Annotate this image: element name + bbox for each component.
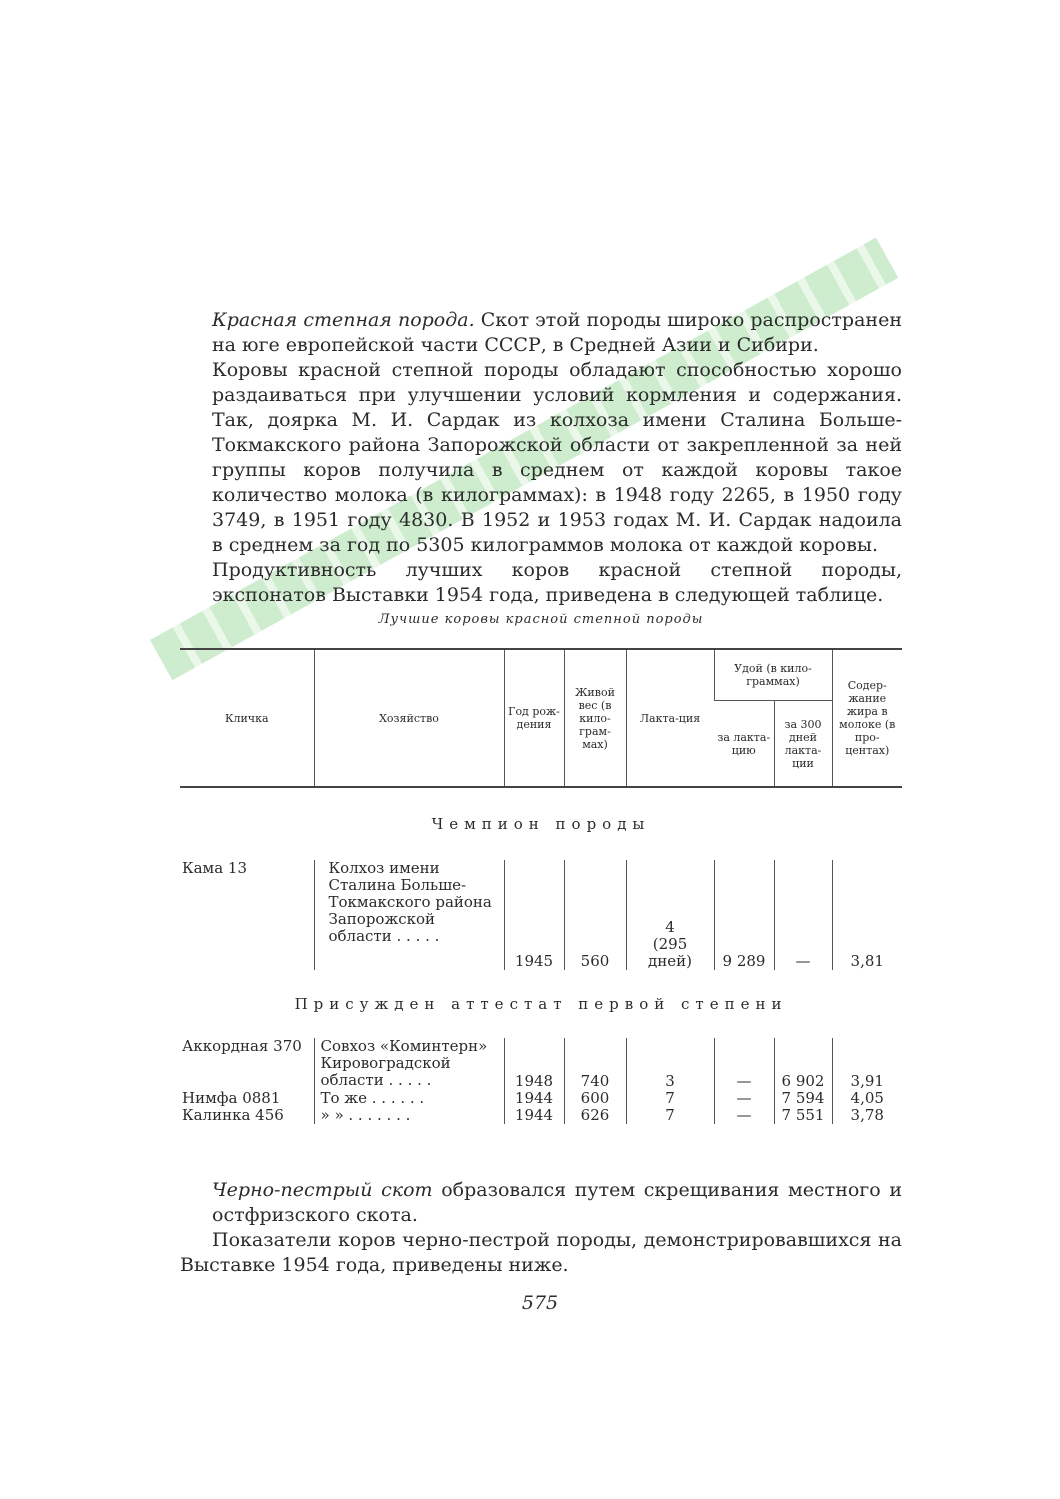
cell-farm: То же . . . . . .	[314, 1090, 504, 1107]
black-breed-title: Черно-пестрый скот	[212, 1179, 433, 1201]
table-row	[180, 1090, 902, 1107]
paragraph-4	[180, 1178, 902, 1228]
cell-name: Аккордная 370	[182, 1037, 302, 1055]
cell-birth-year: 1944	[504, 1090, 564, 1107]
cell-live-weight: 560	[564, 860, 626, 970]
cell-farm: » » . . . . . . .	[314, 1107, 504, 1124]
table-row	[180, 1038, 902, 1090]
paragraph-1	[212, 308, 902, 358]
cell-yield-300: 7 551	[774, 1107, 832, 1124]
cell-yield-300: 6 902	[774, 1038, 832, 1090]
cell-yield-300: 7 594	[774, 1090, 832, 1107]
cell-farm: Колхоз имени Сталина Больше-Токмакского района Запорожской области . . . . .	[314, 860, 504, 970]
header-name: Кличка	[180, 649, 314, 787]
lactation-note: (295 дней)	[648, 935, 692, 970]
cell-yield-lactation: —	[714, 1107, 774, 1124]
cell-farm: Совхоз «Коминтерн» Кировоградской области . . . . .	[314, 1038, 504, 1090]
intro-text	[212, 308, 902, 608]
header-fat: Содер-жание жира в молоке (в про-центах)	[832, 649, 902, 787]
lactation-count: 4	[665, 918, 675, 936]
cell-live-weight: 600	[564, 1090, 626, 1107]
cell-fat: 3,81	[832, 860, 902, 970]
cell-live-weight: 626	[564, 1107, 626, 1124]
cell-birth-year: 1948	[504, 1038, 564, 1090]
cell-lactation: 7	[626, 1090, 714, 1107]
paragraph-1-rest: Скот этой породы широко распространен на юге европейской части СССР, в Средней Азии и Сибири.	[212, 309, 902, 356]
outro-text	[180, 1178, 902, 1278]
header-farm: Хозяйство	[314, 649, 504, 787]
header-lactation: Лакта-ция	[626, 649, 714, 787]
cell-birth-year: 1945	[504, 860, 564, 970]
cell-lactation: 7	[626, 1107, 714, 1124]
cell-yield-lactation: —	[714, 1090, 774, 1107]
header-live-weight: Живой вес (в кило-грам-мах)	[564, 649, 626, 787]
section-attestat: Присужден аттестат первой степени	[294, 994, 788, 1013]
header-yield-lactation: за лакта-цию	[714, 701, 774, 788]
paragraph-3: Продуктивность лучших коров красной степной породы, экспонатов Выставки 1954 года, приведена в следующей таблице.	[212, 559, 902, 606]
cell-live-weight: 740	[564, 1038, 626, 1090]
paragraph-4-rest: образовался путем скрещивания местного и остфризского скота.	[212, 1179, 903, 1226]
section-champion: Чемпион породы	[431, 814, 651, 833]
cell-fat: 3,91	[832, 1038, 902, 1090]
paragraph-5: Показатели коров черно-пестрой породы, демонстрировавшихся на Выставке 1954 года, приведены ниже.	[180, 1229, 902, 1276]
header-yield-300: за 300 дней лакта-ции	[774, 701, 832, 788]
cell-birth-year: 1944	[504, 1107, 564, 1124]
header-yield-group: Удой (в кило-граммах)	[714, 649, 832, 701]
paragraph-2: Коровы красной степной породы обладают способностью хорошо раздаиваться при улучшении условий кормления и содержания. Так, доярка М. И. Сардак из колхоза имени Сталина Больше-Токмакского района Запорожской области от закрепленной за ней группы коров получила в среднем от каждой коровы такое количество молока (в килограммах): в 1948 году 2265, в 1950 году 3749, в 1951 году 4830. В 1952 и 1953 годах М. И. Сардак надоила в среднем за год по 5305 килограммов молока от каждой коровы.	[212, 359, 902, 556]
cell-fat: 4,05	[832, 1090, 902, 1107]
cell-name: Калинка 456	[182, 1106, 284, 1124]
table-row	[180, 860, 902, 970]
cell-lactation: 3	[626, 1038, 714, 1090]
cell-yield-lactation: —	[714, 1038, 774, 1090]
page-number: 575	[521, 1292, 559, 1314]
cell-lactation	[626, 860, 714, 970]
breed-title: Красная степная порода.	[212, 309, 475, 331]
table-row	[180, 1107, 902, 1124]
cell-yield-lactation: 9 289	[714, 860, 774, 970]
header-birth-year: Год рож-дения	[504, 649, 564, 787]
table-caption: Лучшие коровы красной степной породы	[378, 612, 704, 627]
cell-fat: 3,78	[832, 1107, 902, 1124]
cell-yield-300: —	[774, 860, 832, 970]
cell-name: Кама 13	[182, 859, 248, 877]
cows-table	[180, 648, 902, 1124]
cell-name: Нимфа 0881	[182, 1089, 281, 1107]
